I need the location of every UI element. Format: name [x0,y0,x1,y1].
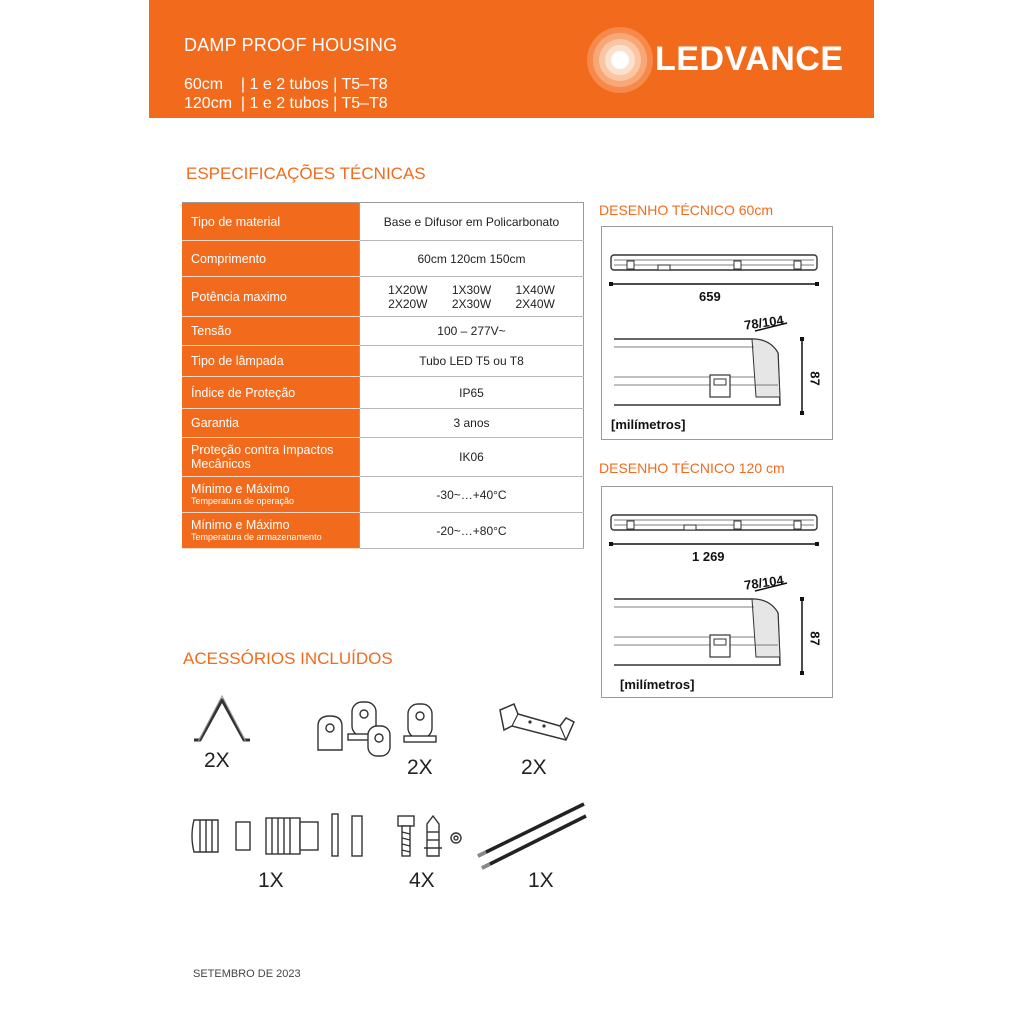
accessory-count: 2X [407,756,433,779]
drawing-60-box [601,226,833,440]
table-row [182,317,584,346]
drawing-120-box [601,486,833,698]
table-row [182,513,584,549]
power-option: 1X30W [451,282,492,297]
wire-icon [474,800,590,872]
dim-height-60: 87 [807,371,823,386]
screw-anchor-icon [394,812,468,862]
spec-label-sub: Temperatura de armazenamento [191,532,322,542]
units-60: [milímetros] [611,417,686,432]
spec-label [182,513,360,549]
power-option: 2X40W [515,296,555,311]
spec-label [182,477,360,513]
spec-label: Índice de Proteção [182,377,360,409]
table-row [182,241,584,277]
product-variant-60: 60cm | 1 e 2 tubos | T5–T8 [184,76,388,93]
spec-value: 3 anos [360,409,584,438]
table-row [182,377,584,409]
dim-width-60: 78/104 [743,312,785,333]
table-row [182,438,584,477]
ledvance-logo-icon [585,25,655,95]
spec-value: 100 – 277V~ [360,317,584,346]
product-variant-120: 120cm | 1 e 2 tubos | T5–T8 [184,95,388,112]
accessory-count: 2X [521,756,547,779]
spec-label: Garantia [182,409,360,438]
header-banner [149,0,874,118]
accessories-title: ACESSÓRIOS INCLUÍDOS [183,649,393,668]
power-option: 2X20W [388,296,428,311]
spec-label: Tensão [182,317,360,346]
table-row [182,346,584,377]
spec-table [182,202,584,549]
spec-value: 60cm 120cm 150cm [360,241,584,277]
drawing-60-title: DESENHO TÉCNICO 60cm [599,202,773,218]
dim-height-120: 87 [807,631,823,646]
cable-gland-icon [188,810,366,862]
spec-label: Proteção contra Impactos Mecânicos [182,438,360,477]
spec-label: Comprimento [182,241,360,277]
spec-label: Potência maximo [182,277,360,317]
spec-value: Base e Difusor em Policarbonato [360,203,584,241]
units-120: [milímetros] [620,677,695,692]
footer-date: SETEMBRO DE 2023 [193,968,301,980]
table-row [182,477,584,513]
fixture-120-drawing-icon [602,487,832,697]
mounting-bracket-icon [496,700,578,748]
product-title: DAMP PROOF HOUSING [184,35,398,55]
specs-title: ESPECIFICAÇÕES TÉCNICAS [186,164,426,183]
drawing-120-title: DESENHO TÉCNICO 120 cm [599,460,785,476]
dim-width-120: 78/104 [743,572,785,593]
spec-value [360,277,584,317]
spec-label: Tipo de lâmpada [182,346,360,377]
brand-name: LEDVANCE [655,40,844,78]
power-grid [360,283,583,311]
accessory-count: 1X [258,869,284,892]
spec-value: IK06 [360,438,584,477]
spec-label-sub: Temperatura de operação [191,496,295,506]
accessory-count: 2X [204,749,230,772]
clip-icon [190,690,254,744]
spec-label: Tipo de material [182,203,360,241]
power-option: 1X20W [388,282,428,297]
dim-length-60: 659 [699,289,721,304]
table-row [182,409,584,438]
power-option: 2X30W [451,296,492,311]
dim-length-120: 1 269 [692,549,725,564]
table-row [182,277,584,317]
spec-label-main: Mínimo e Máximo [191,482,290,496]
fixture-60-drawing-icon [602,227,832,439]
spec-label-main: Mínimo e Máximo [191,518,290,532]
spec-value: -30~…+40°C [360,477,584,513]
power-option: 1X40W [515,282,555,297]
table-row [182,203,584,241]
spec-value: -20~…+80°C [360,513,584,549]
accessory-count: 1X [528,869,554,892]
spec-value: Tubo LED T5 ou T8 [360,346,584,377]
lamp-holder-icon [312,694,452,764]
spec-value: IP65 [360,377,584,409]
accessory-count: 4X [409,869,435,892]
